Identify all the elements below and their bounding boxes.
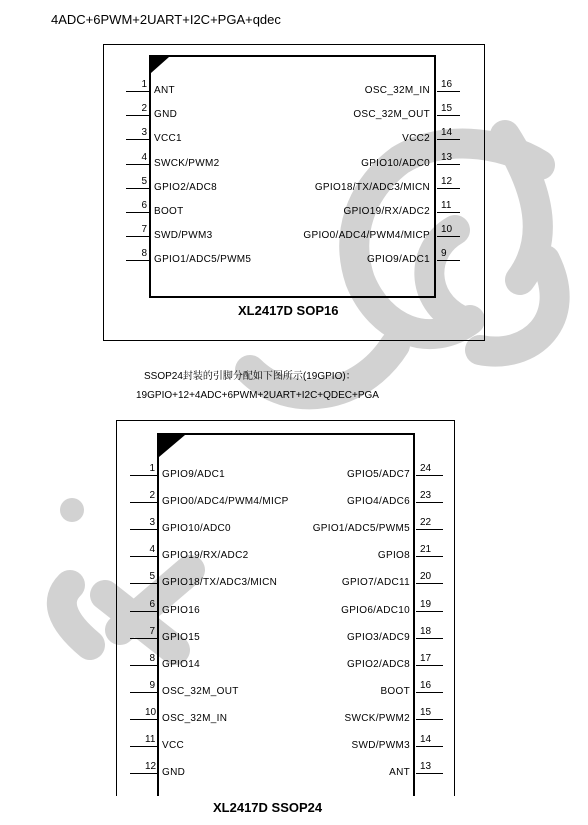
ssop24-pin-12-number: 12: [145, 761, 157, 773]
sop16-pin-2-label: GND: [154, 109, 178, 121]
ssop24-pin-8-label: GPIO14: [162, 658, 200, 670]
sop16-pin-7-label: SWD/PWM3: [154, 230, 213, 242]
sop16-pin-13-lead: [437, 164, 460, 165]
ssop24-pin-17-number: 17: [420, 652, 432, 664]
ssop24-pin-4-lead: [130, 556, 157, 557]
ssop24-pin-19-number: 19: [420, 598, 432, 610]
sop16-pin-9-lead: [437, 260, 460, 261]
sop16-pin-8-number: 8: [141, 248, 147, 260]
sop16-pin-12-lead: [437, 188, 460, 189]
ssop24-pin-1-label: GPIO9/ADC1: [162, 469, 226, 480]
sop16-pin-4-label: SWCK/PWM2: [154, 157, 220, 169]
ssop24-chip-name: XL2417D SSOP24: [213, 800, 323, 815]
ssop24-pin-4-number: 4: [149, 544, 155, 556]
ssop24-pin-3-lead: [130, 529, 157, 530]
ssop24-pin-6-lead: [130, 611, 157, 612]
sop16-chip-name: XL2417D SOP16: [238, 303, 339, 318]
sop16-pin-9-label: GPIO9/ADC1: [366, 254, 430, 266]
ssop24-pin-10-number: 10: [145, 706, 157, 718]
ssop24-pin-20-lead: [416, 583, 443, 584]
ssop24-pin-18-label: GPIO3/ADC9: [346, 631, 410, 643]
ssop24-pin-6-number: 6: [149, 598, 155, 610]
sop16-pin-8-label: GPIO1/ADC5/PWM5: [154, 254, 252, 266]
sop16-pin-4-number: 4: [141, 151, 147, 163]
sop16-pin-6-label: BOOT: [154, 206, 184, 217]
sop16-pin-8-lead: [126, 260, 149, 261]
sop16-pin-7-number: 7: [141, 224, 147, 236]
ssop24-pin-14-label: SWD/PWM3: [351, 740, 410, 751]
sop16-pin-10-lead: [437, 236, 460, 237]
ssop24-pin-20-label: GPIO7/ADC11: [341, 577, 410, 589]
ssop24-pin-11-label: VCC: [162, 740, 185, 751]
ssop24-pin1-marker: [159, 435, 185, 457]
ssop24-pin-12-lead: [130, 773, 157, 774]
sop16-pin-13-label: GPIO10/ADC0: [361, 157, 430, 169]
ssop24-pin-23-label: GPIO4/ADC6: [346, 496, 410, 508]
ssop24-pin-1-lead: [130, 475, 157, 476]
ssop24-pin-2-lead: [130, 502, 157, 503]
ssop24-pin-15-lead: [416, 719, 443, 720]
ssop24-pin-9-lead: [130, 692, 157, 693]
ssop24-pin-5-lead: [130, 583, 157, 584]
ssop24-pin-5-label: GPIO18/TX/ADC3/MICN: [162, 577, 278, 589]
sop16-pin-12-label: GPIO18/TX/ADC3/MICN: [314, 181, 430, 193]
ssop24-pin-23-lead: [416, 502, 443, 503]
ssop24-pin-10-label: OSC_32M_IN: [162, 712, 228, 724]
ssop24-pin-9-label: OSC_32M_OUT: [162, 685, 239, 697]
sop16-pin-6-lead: [126, 212, 149, 213]
sop16-pin-16-lead: [437, 91, 460, 92]
sop16-pin-16-number: 16: [441, 79, 453, 90]
sop16-pin-4-lead: [126, 164, 149, 165]
ssop24-pin-21-number: 21: [420, 544, 432, 556]
ssop24-pin-7-label: GPIO15: [162, 631, 200, 643]
ssop24-note-line2: 19GPIO+12+4ADC+6PWM+2UART+I2C+QDEC+PGA: [136, 390, 379, 401]
sop16-pin-1-lead: [126, 91, 149, 92]
ssop24-pin-13-label: ANT: [389, 767, 410, 779]
sop16-pin-15-number: 15: [441, 103, 453, 115]
sop16-pin-11-label: GPIO19/RX/ADC2: [343, 206, 430, 217]
ssop24-pin-17-lead: [416, 665, 443, 666]
sop16-pin-10-number: 10: [441, 224, 453, 236]
sop16-pin-3-number: 3: [141, 127, 147, 139]
ssop24-pin-7-lead: [130, 638, 157, 639]
ssop24-pin-3-label: GPIO10/ADC0: [162, 523, 231, 535]
ssop24-pin-16-label: BOOT: [380, 685, 410, 697]
sop16-pin-5-label: GPIO2/ADC8: [154, 181, 218, 193]
sop16-pin-6-number: 6: [141, 200, 147, 211]
ssop24-pin-7-number: 7: [149, 625, 155, 637]
sop16-pin-15-lead: [437, 115, 460, 116]
ssop24-pin-3-number: 3: [149, 517, 155, 529]
sop16-pin-10-label: GPIO0/ADC4/PWM4/MICP: [303, 230, 430, 242]
ssop24-pin-20-number: 20: [420, 571, 432, 583]
ssop24-pin-21-label: GPIO8: [377, 550, 410, 562]
ssop24-pin-13-lead: [416, 773, 443, 774]
ssop24-pin-2-label: GPIO0/ADC4/PWM4/MICP: [162, 496, 289, 508]
ssop24-pin-18-number: 18: [420, 625, 432, 637]
sop16-pin-15-label: OSC_32M_OUT: [353, 109, 430, 121]
ssop24-pin-11-lead: [130, 746, 157, 747]
ssop24-pin-14-number: 14: [420, 734, 432, 745]
sop16-pin-13-number: 13: [441, 151, 453, 163]
sop16-pin-14-number: 14: [441, 127, 453, 139]
sop16-pin-3-label: VCC1: [154, 133, 182, 145]
sop16-pin-2-lead: [126, 115, 149, 116]
sop16-pin-11-lead: [437, 212, 460, 213]
ssop24-pin-22-label: GPIO1/ADC5/PWM5: [312, 523, 410, 535]
ssop24-pin-1-number: 1: [149, 463, 155, 474]
ssop24-pin-22-number: 22: [420, 517, 432, 529]
ssop24-pin-16-number: 16: [420, 679, 432, 691]
ssop24-note-line1: SSOP24封装的引脚分配如下图所示(19GPIO)：: [144, 371, 356, 382]
sop16-pin-5-lead: [126, 188, 149, 189]
ssop24-pin-19-lead: [416, 611, 443, 612]
ssop24-pin-11-number: 11: [145, 734, 156, 745]
ssop24-pin-17-label: GPIO2/ADC8: [346, 658, 410, 670]
ssop24-pin-5-number: 5: [149, 571, 155, 583]
ssop24-pin-15-label: SWCK/PWM2: [344, 712, 410, 724]
sop16-pin-7-lead: [126, 236, 149, 237]
ssop24-pin-12-label: GND: [162, 767, 186, 779]
sop16-pin-3-lead: [126, 139, 149, 140]
sop16-pin-9-number: 9: [441, 248, 447, 260]
sop16-pin-16-label: OSC_32M_IN: [364, 85, 430, 96]
sop16-pin-5-number: 5: [141, 175, 147, 187]
sop16-pin-14-lead: [437, 139, 460, 140]
ssop24-pin-24-label: GPIO5/ADC7: [346, 469, 410, 480]
ssop24-pin-13-number: 13: [420, 761, 432, 773]
ssop24-pin-9-number: 9: [149, 679, 155, 691]
ssop24-pin-14-lead: [416, 746, 443, 747]
ssop24-pin-8-lead: [130, 665, 157, 666]
sop16-pin-2-number: 2: [141, 103, 147, 115]
ssop24-pin-24-number: 24: [420, 463, 432, 474]
ssop24-pin-10-lead: [130, 719, 157, 720]
sop16-heading: 4ADC+6PWM+2UART+I2C+PGA+qdec: [51, 12, 281, 27]
sop16-pin-11-number: 11: [441, 200, 452, 211]
ssop24-pin-15-number: 15: [420, 706, 432, 718]
ssop24-pin-4-label: GPIO19/RX/ADC2: [162, 550, 249, 562]
ssop24-pin-18-lead: [416, 638, 443, 639]
ssop24-pin-19-label: GPIO6/ADC10: [341, 604, 410, 616]
ssop24-pin-21-lead: [416, 556, 443, 557]
sop16-pin1-marker: [151, 57, 169, 73]
ssop24-pin-8-number: 8: [149, 652, 155, 664]
ssop24-pin-23-number: 23: [420, 490, 432, 502]
sop16-pin-1-label: ANT: [154, 85, 175, 96]
ssop24-pin-2-number: 2: [149, 490, 155, 502]
sop16-pin-14-label: VCC2: [402, 133, 430, 145]
ssop24-pin-24-lead: [416, 475, 443, 476]
ssop24-pin-16-lead: [416, 692, 443, 693]
ssop24-pin-22-lead: [416, 529, 443, 530]
sop16-pin-1-number: 1: [141, 79, 147, 90]
ssop24-pin-6-label: GPIO16: [162, 604, 200, 616]
sop16-pin-12-number: 12: [441, 175, 453, 187]
